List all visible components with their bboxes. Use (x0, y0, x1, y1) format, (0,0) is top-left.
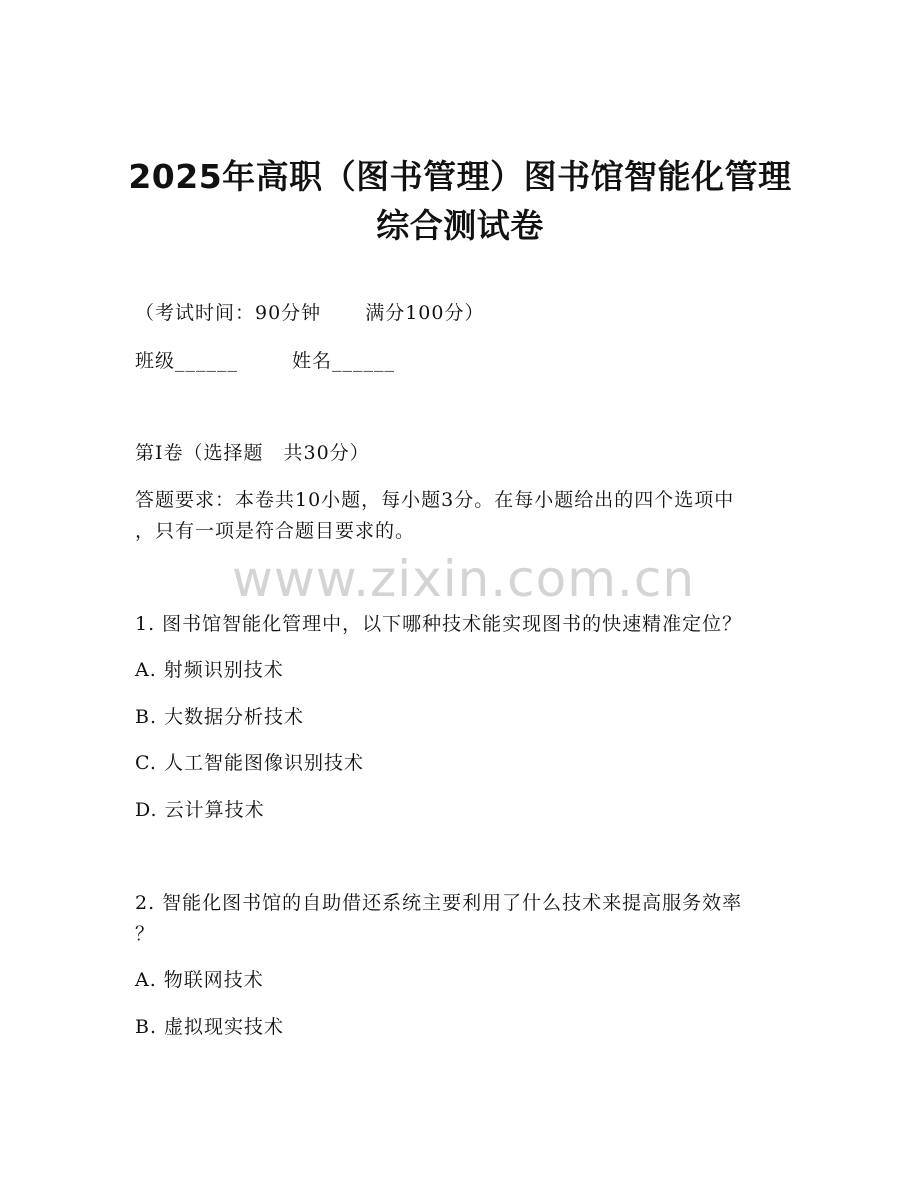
exam-title-line-2: 综合测试卷 (376, 206, 544, 245)
question-1-stem: 1. 图书馆智能化管理中，以下哪种技术能实现图书的快速精准定位？ (135, 613, 743, 635)
instructions-line-2: ，只有一项是符合题目要求的。 (135, 520, 416, 542)
section-heading: 第I卷（选择题 共30分） (135, 442, 370, 464)
question-1-option-c: C. 人工智能图像识别技术 (135, 752, 364, 774)
question-1-option-a: A. 射频识别技术 (135, 659, 284, 681)
name-field-label: 姓名______ (292, 350, 396, 372)
question-2-option-a: A. 物联网技术 (135, 969, 264, 991)
question-1-option-d: D. 云计算技术 (135, 799, 265, 821)
student-info-line (135, 349, 395, 373)
exam-info-line (135, 301, 484, 325)
question-2-stem-line-1: 2. 智能化图书馆的自助借还系统主要利用了什么技术来提高服务效率 (135, 892, 743, 914)
question-2-option-b: B. 虚拟现实技术 (135, 1016, 285, 1038)
exam-time: （考试时间：90分钟 (135, 302, 322, 324)
question-1-option-b: B. 大数据分析技术 (135, 706, 305, 728)
exam-title-line-1: 2025年高职（图书管理）图书馆智能化管理 (128, 157, 792, 196)
watermark: www.zixin.com.cn (232, 550, 696, 608)
full-score: 满分100分） (365, 302, 485, 324)
question-2-stem-line-2: ？ (135, 923, 156, 945)
class-field-label: 班级______ (135, 350, 239, 372)
instructions-line-1: 答题要求：本卷共10小题，每小题3分。在每小题给出的四个选项中 (135, 489, 735, 511)
